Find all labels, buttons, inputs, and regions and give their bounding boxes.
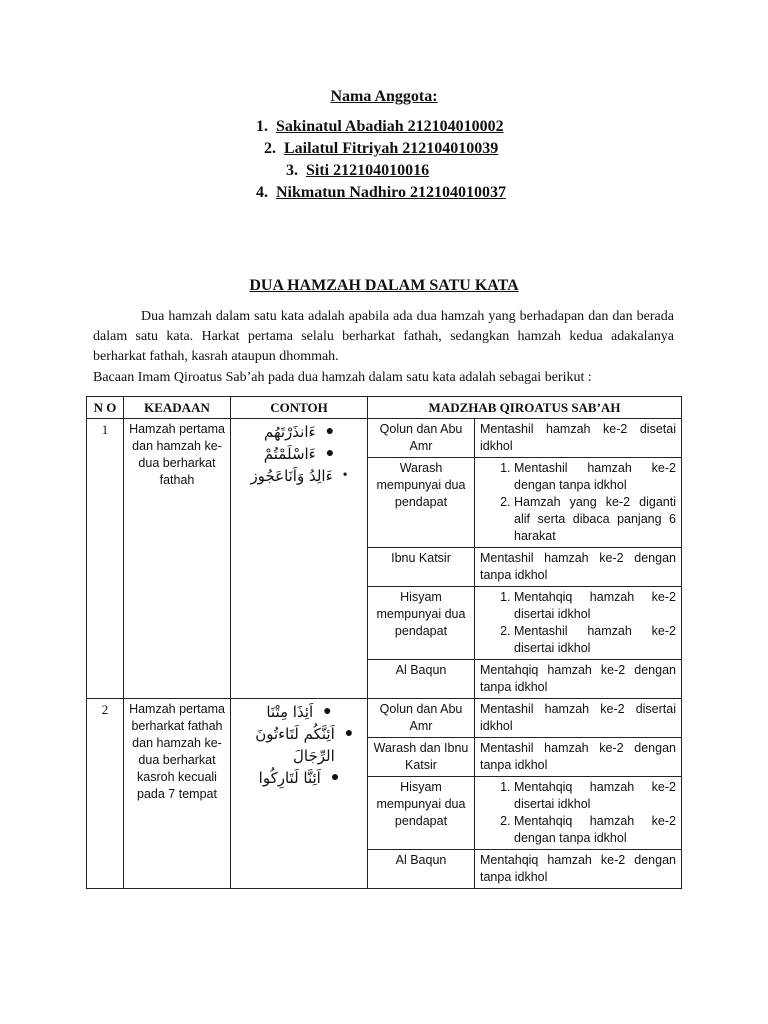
qiroat-table: [86, 396, 682, 889]
row-keadaan: Hamzah pertama dan hamzah ke-dua berharkat fathah: [124, 419, 231, 699]
member-item: 4. Nikmatun Nadhiro 212104010037: [256, 184, 506, 201]
table-row: [87, 699, 682, 738]
member-item: 1. Sakinatul Abadiah 212104010002: [256, 118, 504, 135]
example-item: اَئِذَا مِتْنَا ●: [266, 703, 332, 721]
desc-cell: Mentashil hamzah ke-2 dengan tanpa idkhol: [475, 738, 682, 777]
member-item: 3. Siti 212104010016: [286, 162, 430, 179]
desc-cell: Mentahqiq hamzah ke-2 dengan tanpa idkhol: [475, 660, 682, 699]
bullet-icon: •: [342, 468, 348, 483]
member-item: 2. Lailatul Fitriyah 212104010039: [264, 140, 499, 157]
row-no: 2: [87, 699, 124, 889]
imam-cell: Hisyam mempunyai dua pendapat: [368, 587, 475, 660]
bullet-icon: ●: [325, 424, 335, 439]
desc-cell: 1. Mentashil hamzah ke-2 dengan tanpa idkhol 2. Hamzah yang ke-2 diganti alif serta dibaca panjang 6 harakat: [475, 458, 682, 548]
row-no: 1: [87, 419, 124, 699]
document-title: DUA HAMZAH DALAM SATU KATA: [249, 277, 519, 294]
bullet-icon: ●: [323, 704, 332, 719]
intro-paragraph: Dua hamzah dalam satu kata adalah apabila ada dua hamzah yang berhadapan dan dan berada dalam satu kata. Harkat pertama selalu berharkat fathah, sedangkan hamzah kedua adakalanya berharkat fathah, kasrah ataupun dhommah.: [93, 309, 674, 364]
desc-cell: Mentashil hamzah ke-2 dengan tanpa idkhol: [475, 548, 682, 587]
example-item: ءَانذَرْتَهُم ●: [263, 423, 335, 441]
header-keadaan: KEADAAN: [124, 397, 231, 419]
imam-cell: Al Baqun: [368, 660, 475, 699]
example-item: اَئِنَّا لَتَارِكُوا ●: [258, 769, 340, 787]
table-row: [87, 419, 682, 458]
bullet-icon: ●: [325, 446, 335, 461]
lead-sentence: Bacaan Imam Qiroatus Sab’ah pada dua hamzah dalam satu kata adalah sebagai berikut :: [93, 370, 592, 385]
example-item: اَئِنَّكُم لَتَاءتُونَ الرِّجَالَ ●: [255, 725, 354, 765]
desc-cell: 1. Mentahqiq hamzah ke-2 disertai idkhol 2. Mentashil hamzah ke-2 disertai idkhol: [475, 587, 682, 660]
header-contoh: CONTOH: [231, 397, 368, 419]
desc-cell: Mentashil hamzah ke-2 disertai idkhol: [475, 699, 682, 738]
table-header-row: [87, 397, 682, 419]
members-title: Nama Anggota:: [330, 88, 438, 105]
imam-cell: Ibnu Katsir: [368, 548, 475, 587]
desc-cell: 1. Mentahqiq hamzah ke-2 disertai idkhol 2. Mentahqiq hamzah ke-2 dengan tanpa idkhol: [475, 777, 682, 850]
row-keadaan: Hamzah pertama berharkat fathah dan hamzah ke-dua berharkat kasroh kecuali pada 7 tempat: [124, 699, 231, 889]
bullet-icon: ●: [344, 726, 354, 741]
imam-cell: Al Baqun: [368, 850, 475, 889]
row-contoh: [231, 419, 368, 699]
imam-cell: Hisyam mempunyai dua pendapat: [368, 777, 475, 850]
imam-cell: Warash dan Ibnu Katsir: [368, 738, 475, 777]
desc-cell: Mentashil hamzah ke-2 disetai idkhol: [475, 419, 682, 458]
imam-cell: Warash mempunyai dua pendapat: [368, 458, 475, 548]
imam-cell: Qolun dan Abu Amr: [368, 419, 475, 458]
imam-cell: Qolun dan Abu Amr: [368, 699, 475, 738]
desc-cell: Mentahqiq hamzah ke-2 dengan tanpa idkhol: [475, 850, 682, 889]
example-item: ءَاسْلَمْتُمْ ●: [263, 445, 335, 463]
example-item: ءَالِدُ وَاَنَاعَجُوز •: [250, 467, 348, 485]
bullet-icon: ●: [330, 770, 340, 785]
header-madzhab: MADZHAB QIROATUS SAB’AH: [368, 397, 682, 419]
row-contoh: [231, 699, 368, 889]
header-no: N O: [87, 397, 124, 419]
